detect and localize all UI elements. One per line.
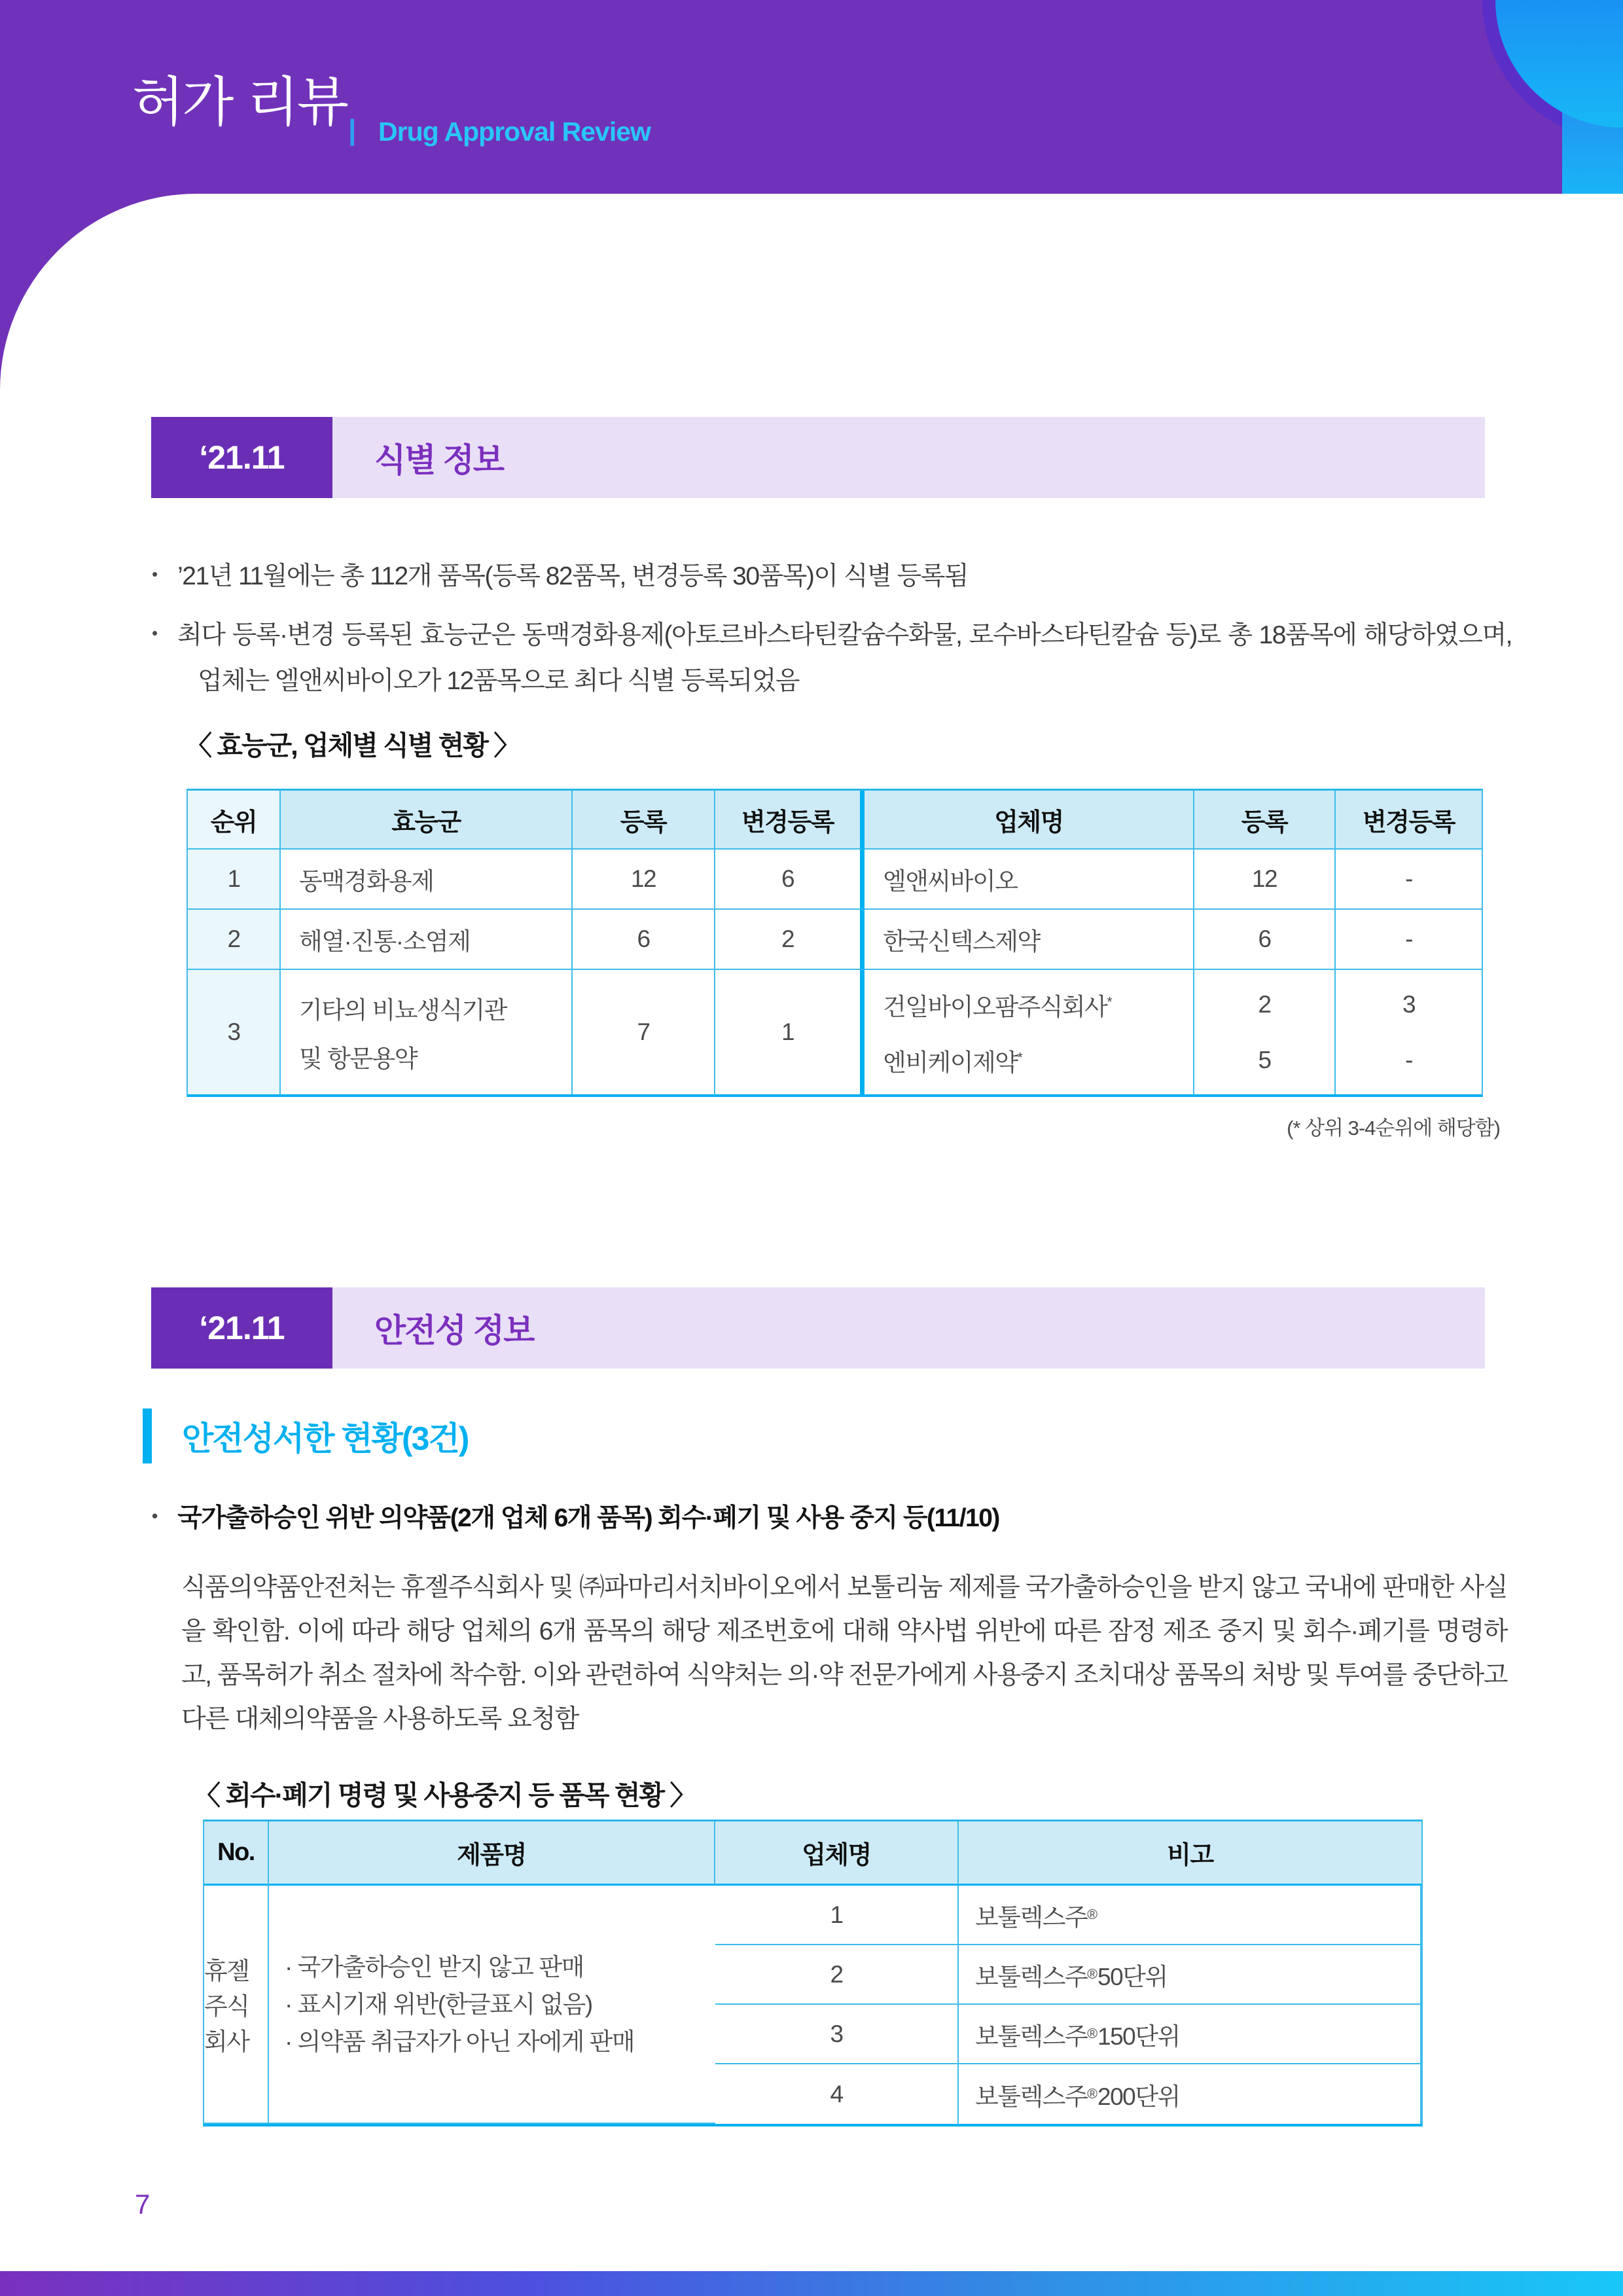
company-name: 건일바이오팜주식회사 (883, 993, 1107, 1020)
table-caption-recall: 〈 회수·폐기 명령 및 사용중지 등 품목 현황 〉 (194, 1780, 696, 1810)
identification-bullet-list (152, 551, 1512, 715)
table-cell-no: 4 (715, 2064, 959, 2124)
table-cell-changed: 6 (715, 850, 865, 910)
table-cell-changed: 2 (715, 910, 865, 970)
list-item (152, 551, 1512, 600)
page-number: 7 (135, 2189, 151, 2219)
subheading-accent-bar (143, 1408, 152, 1463)
product-suffix: 200단위 (1097, 2083, 1180, 2110)
bullet-text: ’21년 11월에는 총 112개 품목(등록 82품목, 변경등록 30품목)이 식별 등록됨 (177, 562, 969, 590)
remark-line: · 의약품 취급자가 아닌 자에게 판매 (285, 2028, 635, 2055)
table-cell-rank: 1 (188, 850, 281, 910)
company-name: 엔비케이제약 (883, 1049, 1018, 1076)
column-header: 제품명 (269, 1821, 715, 1886)
column-header: 변경등록 (1336, 791, 1482, 850)
corner-blue-circle-decoration (1495, 0, 1623, 128)
publication-logo: 허가 리뷰 (132, 71, 347, 134)
company-entry (883, 987, 1113, 1022)
identification-table (187, 789, 1483, 1097)
bullet-icon: • (152, 564, 158, 584)
product-name: 보툴렉스주 (975, 2022, 1088, 2050)
section-date-badge: ‘21.11 (151, 417, 332, 498)
table-cell-registered: 6 (573, 910, 715, 970)
table-cell-group (281, 970, 573, 1094)
table-cell-company-registered: 6 (1194, 910, 1336, 970)
registered-mark: ® (1087, 1966, 1098, 1982)
registered-mark: ® (1087, 1907, 1098, 1922)
table-cell-no: 3 (715, 2005, 959, 2064)
company-entry (883, 1043, 1023, 1078)
table-cell-rank: 3 (188, 970, 281, 1094)
table-cell-company-registered (1194, 970, 1336, 1094)
section-title: 식별 정보 (332, 417, 1485, 498)
registered-mark: ® (1087, 2086, 1098, 2102)
table-cell-registered: 7 (573, 970, 715, 1094)
group-line: 기타의 비뇨생식기관 (299, 997, 507, 1024)
table-caption-identification: 〈 효능군, 업체별 식별 현황 〉 (185, 730, 520, 761)
company-registered-value: 5 (1258, 1046, 1271, 1073)
company-registered-value: 2 (1258, 990, 1271, 1018)
company-changed-value: 3 (1402, 990, 1416, 1018)
table-cell-company-merged: 휴젤주식회사 (204, 1886, 269, 2124)
publication-subtitle: Drug Approval Review (378, 117, 651, 147)
company-footnote-mark: * (1107, 994, 1113, 1010)
safety-bullet-heading (152, 1498, 1520, 1534)
table-cell-company-changed (1336, 970, 1482, 1094)
bullet-text: 최다 등록·변경 등록된 효능군은 동맥경화용제(아토르바스타틴칼슘수화물, 로수바스타틴칼슘 등)로 총 18품목에 해당하였으며, 업체는 엘앤씨바이오가 12품목으로 최다 식별 등록되었음 (177, 621, 1512, 695)
product-name: 보툴렉스주 (975, 2083, 1088, 2110)
column-header: 등록 (573, 791, 715, 850)
safety-paragraph: 식품의약품안전처는 휴젤주식회사 및 ㈜파마리서치바이오에서 보툴리눔 제제를 국가출하승인을 받지 않고 국내에 판매한 사실을 확인함. 이에 따라 해당 업체의 6개 품목의 해당 제조번호에 대해 약사법 위반에 따른 잠정 제조 중지 및 회수·폐기를 명령하고, 품목허가 취소 절차에 착수함. 이와 관련하여 식약처는 의·약 전문가에게 사용중지 조치대상 품목의 처방 및 투여를 중단하고 다른 대체의약품을 사용하도록 요청함 (181, 1573, 1507, 1733)
table-cell-product (959, 2005, 1421, 2064)
product-name: 보툴렉스주 (975, 1903, 1088, 1931)
table-cell-changed: 1 (715, 970, 865, 1094)
table-cell-company: 엘앤씨바이오 (865, 850, 1194, 910)
table-cell-product (959, 1945, 1421, 2005)
recall-table (203, 1820, 1423, 2126)
registered-mark: ® (1087, 2026, 1098, 2041)
bullet-icon: • (152, 623, 158, 643)
section-safety-header (151, 1287, 1485, 1369)
table-cell-no: 2 (715, 1945, 959, 2005)
section-identification-header (151, 417, 1485, 498)
section-title: 안전성 정보 (332, 1287, 1485, 1369)
table-cell-company-registered: 12 (1194, 850, 1336, 910)
column-header: 업체명 (715, 1821, 959, 1886)
column-header: 업체명 (865, 791, 1194, 850)
table-cell-group: 해열·진통·소염제 (281, 910, 573, 970)
footer-gradient-bar (0, 2271, 1623, 2296)
table-cell-registered: 12 (573, 850, 715, 910)
product-suffix: 150단위 (1097, 2022, 1180, 2050)
column-header: 순위 (188, 791, 281, 850)
table-cell-company-changed: - (1336, 910, 1482, 970)
table-cell-companies (865, 970, 1194, 1094)
product-name: 보툴렉스주 (975, 1963, 1088, 1990)
logo-separator: | (348, 114, 357, 146)
column-header: 효능군 (281, 791, 573, 850)
table-footnote: (* 상위 3-4순위에 해당함) (1287, 1117, 1500, 1139)
company-changed-value: - (1405, 1046, 1412, 1073)
table-cell-no: 1 (715, 1886, 959, 1945)
column-header: No. (204, 1821, 269, 1886)
column-header: 비고 (959, 1821, 1421, 1886)
bullet-heading-text: 국가출하승인 위반 의약품(2개 업체 6개 품목) 회수·폐기 및 사용 중지 등(11/10) (177, 1504, 999, 1532)
list-item (152, 610, 1512, 704)
table-cell-product (959, 1886, 1421, 1945)
column-header: 변경등록 (715, 791, 865, 850)
table-cell-rank: 2 (188, 910, 281, 970)
safety-letter-subheading (143, 1408, 468, 1463)
table-cell-remarks-merged (269, 1886, 715, 2124)
column-header: 등록 (1194, 791, 1336, 850)
table-cell-group: 동맥경화용제 (281, 850, 573, 910)
table-cell-product (959, 2064, 1421, 2124)
company-footnote-mark: * (1017, 1049, 1023, 1066)
table-cell-company: 한국신텍스제약 (865, 910, 1194, 970)
subheading-text: 안전성서한 현황(3건) (182, 1420, 469, 1457)
remark-line: · 표시기재 위반(한글표시 없음) (285, 1990, 592, 2018)
bullet-icon: • (152, 1506, 158, 1526)
product-suffix: 50단위 (1097, 1963, 1168, 1990)
remark-line: · 국가출하승인 받지 않고 판매 (285, 1953, 584, 1981)
table-cell-company-changed: - (1336, 850, 1482, 910)
group-line: 및 항문용약 (299, 1045, 417, 1072)
section-date-badge: ‘21.11 (151, 1287, 332, 1369)
